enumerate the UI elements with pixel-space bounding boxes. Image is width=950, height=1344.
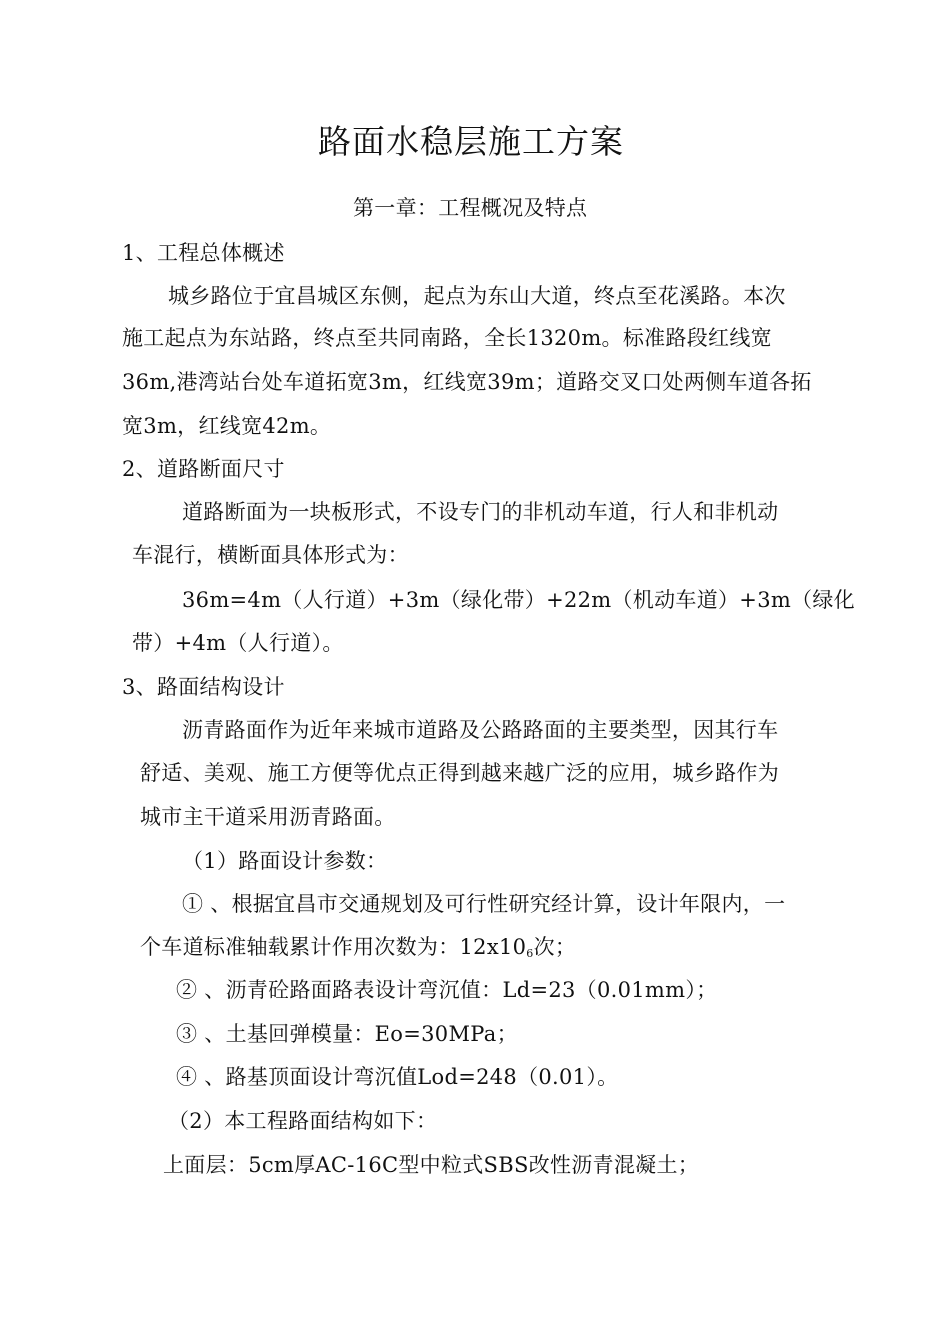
paragraph-line: ② 、沥青砼路面路表设计弯沉值：Ld=23（0.01mm）； xyxy=(176,978,718,1002)
paragraph-line: 车混行，横断面具体形式为： xyxy=(132,543,409,567)
chapter-heading: 第一章：工程概况及特点 xyxy=(353,196,588,220)
axle-load-text: 个车道标准轴载累计作用次数为：12x10 xyxy=(140,935,527,959)
paragraph-line: ③ 、土基回弹模量：Eo=30MPa； xyxy=(176,1022,518,1046)
paragraph-line: 施工起点为东站路，终点至共同南路，全长1320m。标准路段红线宽 xyxy=(122,326,772,350)
subheading-structure: （2）本工程路面结构如下： xyxy=(168,1109,438,1133)
paragraph-line: 道路断面为一块板形式，不设专门的非机动车道，行人和非机动 xyxy=(182,500,779,524)
paragraph-line: ① 、根据宜昌市交通规划及可行性研究经计算，设计年限内，一 xyxy=(182,892,786,916)
section-heading-3: 3、路面结构设计 xyxy=(122,675,285,699)
section-heading-1: 1、工程总体概述 xyxy=(122,241,285,265)
axle-load-exponent: 6 xyxy=(526,947,534,960)
paragraph-line: 宽3m，红线宽42m。 xyxy=(122,414,332,438)
paragraph-line: 城乡路位于宜昌城区东侧，起点为东山大道，终点至花溪路。本次 xyxy=(168,284,786,308)
paragraph-line: 36m,港湾站台处车道拓宽3m，红线宽39m；道路交叉口处两侧车道各拓 xyxy=(122,370,812,394)
paragraph-line: 上面层：5cm厚AC-16C型中粒式SBS改性沥青混凝土； xyxy=(163,1153,700,1177)
paragraph-line: 带）+4m（人行道）。 xyxy=(132,631,344,655)
paragraph-line-axle-load xyxy=(140,932,576,969)
axle-load-suffix: 次； xyxy=(533,935,577,959)
document-title: 路面水稳层施工方案 xyxy=(318,122,624,161)
paragraph-line: 舒适、美观、施工方便等优点正得到越来越广泛的应用，城乡路作为 xyxy=(140,761,779,785)
paragraph-line: ④ 、路基顶面设计弯沉值Lod=248（0.01）。 xyxy=(176,1065,619,1089)
subheading-design-params: （1）路面设计参数： xyxy=(182,849,388,873)
paragraph-line: 城市主干道采用沥青路面。 xyxy=(140,805,396,829)
paragraph-line: 36m=4m（人行道）+3m（绿化带）+22m（机动车道）+3m（绿化 xyxy=(182,588,855,612)
section-heading-2: 2、道路断面尺寸 xyxy=(122,457,285,481)
paragraph-line: 沥青路面作为近年来城市道路及公路路面的主要类型，因其行车 xyxy=(182,718,779,742)
